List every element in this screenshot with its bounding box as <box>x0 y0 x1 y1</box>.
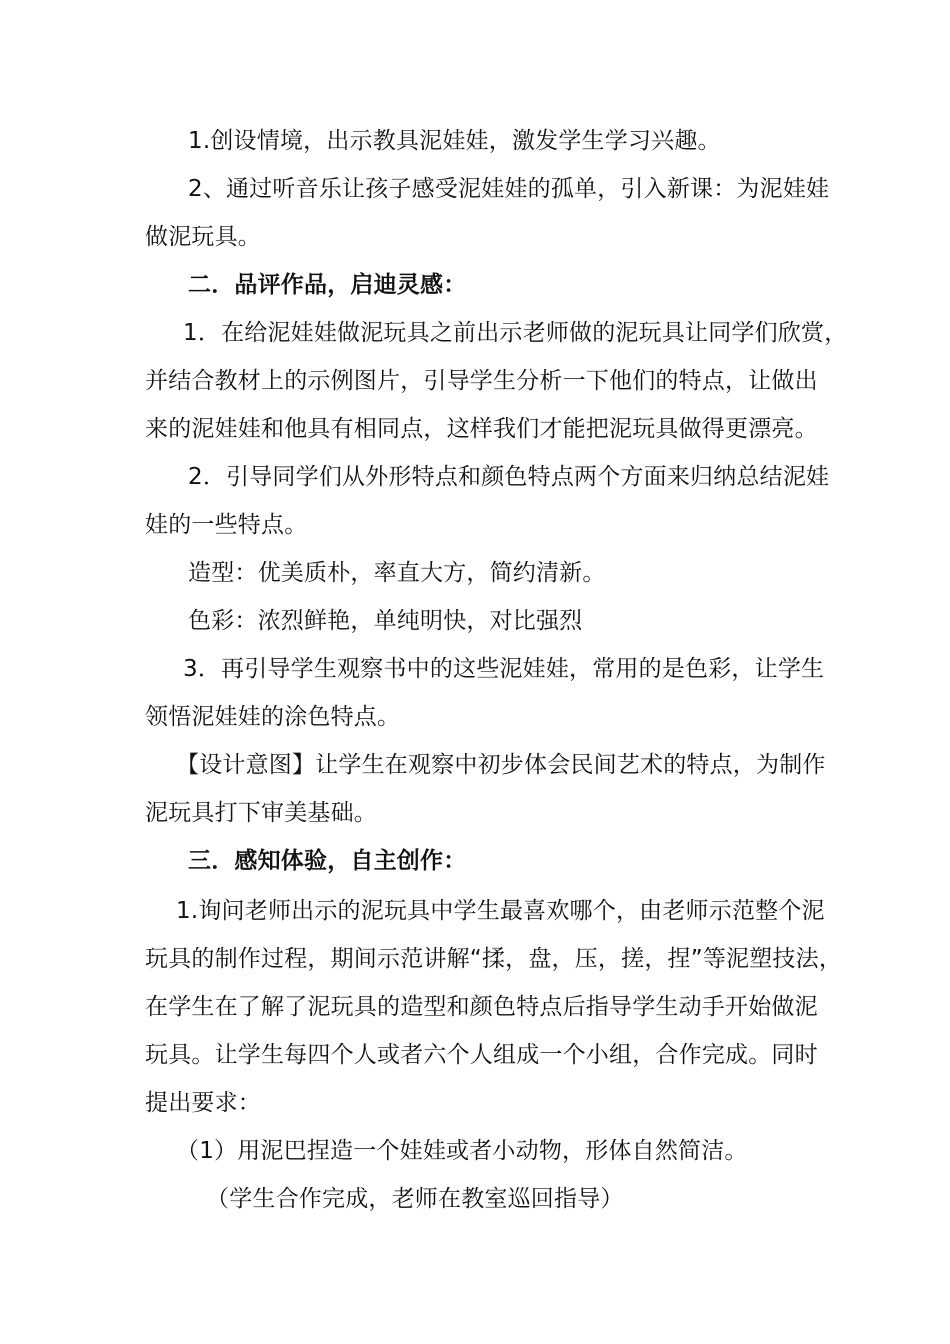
paragraph-s2-step-1: 1．在给泥娃娃做泥玩具之前出示老师做的泥玩具让同学们欣赏， <box>183 320 848 346</box>
paragraph-color-traits: 色彩：浓烈鲜艳，单纯明快，对比强烈 <box>188 608 583 634</box>
section-heading-2: 二．品评作品，启迪灵感： <box>188 272 467 298</box>
paragraph-s2-step-2: 2．引导同学们从外形特点和颜色特点两个方面来归纳总结泥娃 <box>188 464 830 490</box>
paragraph-s2-step-3-cont: 领悟泥娃娃的涂色特点。 <box>145 704 401 730</box>
paragraph-intro-step-1: 1.创设情境，出示教具泥娃娃，激发学生学习兴趣。 <box>188 128 721 154</box>
paragraph-s3-step-1-cont-d: 提出要求： <box>145 1090 261 1116</box>
paragraph-s2-step-1-cont-b: 来的泥娃娃和他具有相同点，这样我们才能把泥玩具做得更漂亮。 <box>145 416 818 442</box>
paragraph-s3-step-1-cont-b: 在学生在了解了泥玩具的造型和颜色特点后指导学生动手开始做泥 <box>145 994 818 1020</box>
paragraph-s3-step-1-cont-a: 玩具的制作过程，期间示范讲解“揉，盘，压，搓，捏”等泥塑技法， <box>145 946 843 972</box>
paragraph-shape-traits: 造型：优美质朴，率直大方，简约清新。 <box>188 560 606 586</box>
paragraph-intro-step-2-cont: 做泥玩具。 <box>145 224 261 250</box>
paragraph-s3-step-1-cont-c: 玩具。让学生每四个人或者六个人组成一个小组，合作完成。同时 <box>145 1042 818 1068</box>
paragraph-s2-step-3: 3．再引导学生观察书中的这些泥娃娃，常用的是色彩，让学生 <box>183 656 825 682</box>
paragraph-design-intent: 【设计意图】让学生在观察中初步体会民间艺术的特点，为制作 <box>176 752 826 778</box>
paragraph-s3-step-1: 1.询问老师出示的泥玩具中学生最喜欢哪个，由老师示范整个泥 <box>176 898 825 924</box>
paragraph-design-intent-cont: 泥玩具打下审美基础。 <box>145 800 377 826</box>
section-heading-3: 三．感知体验，自主创作： <box>188 848 467 874</box>
paragraph-s2-step-2-cont: 娃的一些特点。 <box>145 512 308 538</box>
paragraph-requirement-1: （1）用泥巴捏造一个娃娃或者小动物，形体自然简洁。 <box>176 1138 748 1164</box>
paragraph-intro-step-2: 2、通过听音乐让孩子感受泥娃娃的孤单，引入新课：为泥娃娃 <box>188 176 830 202</box>
paragraph-s2-step-1-cont-a: 并结合教材上的示例图片，引导学生分析一下他们的特点，让做出 <box>145 368 818 394</box>
paragraph-requirement-note: （学生合作完成，老师在教室巡回指导） <box>206 1186 624 1212</box>
